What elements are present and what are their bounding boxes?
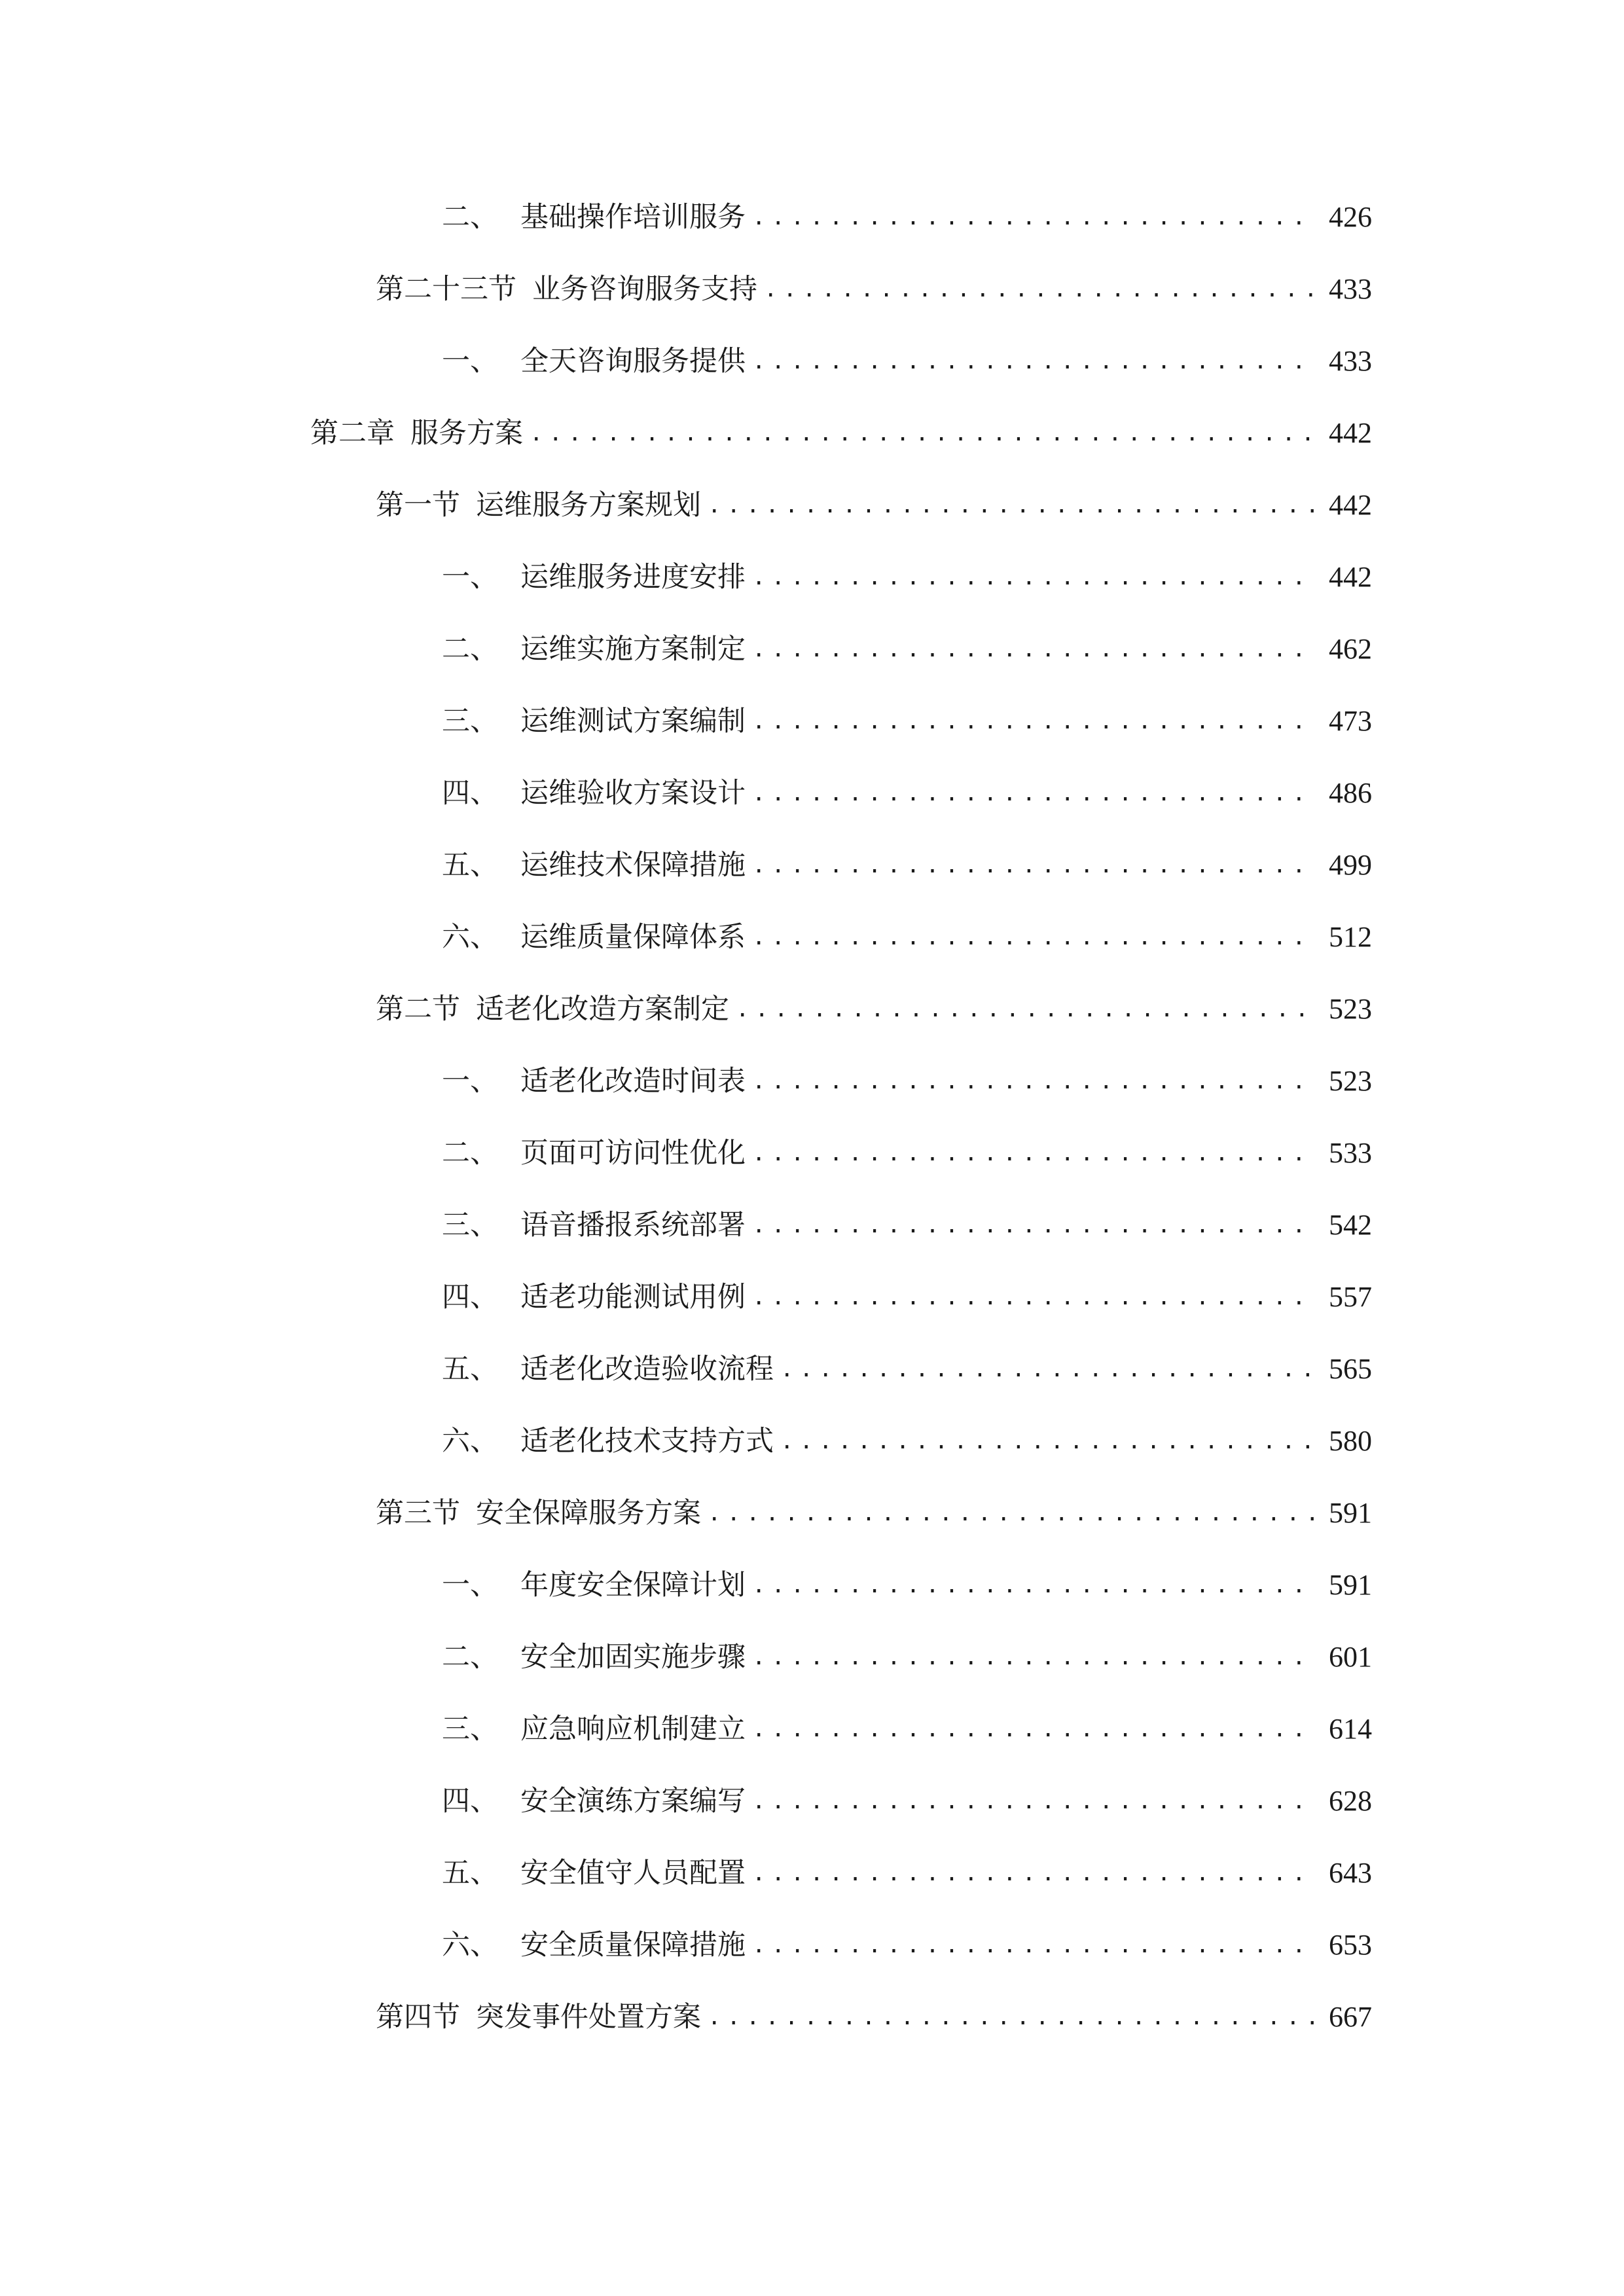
toc-entry-title: 安全演练方案编写 xyxy=(520,1785,746,1818)
toc-entry-title: 运维服务方案规划 xyxy=(476,489,701,522)
toc-entry[interactable] xyxy=(442,194,1372,240)
toc-entry[interactable] xyxy=(442,698,1372,744)
toc-entry[interactable] xyxy=(442,626,1372,672)
toc-entry-page: 442 xyxy=(1329,417,1372,449)
toc-entry-number: 一、 xyxy=(442,345,498,378)
toc-entry-page: 667 xyxy=(1329,2001,1372,2033)
toc-dot-leader xyxy=(752,842,1314,888)
toc-entry-page: 426 xyxy=(1329,201,1372,233)
toc-entry[interactable] xyxy=(376,1490,1372,1536)
toc-entry-number: 六、 xyxy=(442,1929,498,1962)
toc-entry[interactable] xyxy=(442,1634,1372,1680)
toc-entry-title: 运维验收方案设计 xyxy=(520,777,746,810)
toc-dot-leader xyxy=(752,698,1314,744)
toc-dot-leader xyxy=(530,410,1314,456)
toc-entry-number: 五、 xyxy=(442,1353,498,1386)
toc-entry-number: 一、 xyxy=(442,1569,498,1602)
toc-entry-page: 523 xyxy=(1329,1065,1372,1097)
toc-entry-title: 业务咨询服务支持 xyxy=(532,273,757,306)
toc-entry-title: 安全加固实施步骤 xyxy=(520,1641,746,1674)
toc-entry[interactable] xyxy=(310,410,1372,456)
toc-entry-page: 499 xyxy=(1329,849,1372,881)
toc-entry-title: 安全质量保障措施 xyxy=(520,1929,746,1962)
toc-entry-title: 应急响应机制建立 xyxy=(520,1713,746,1746)
toc-entry-title: 适老化技术支持方式 xyxy=(520,1425,774,1458)
toc-entry-page: 433 xyxy=(1329,273,1372,305)
toc-entry-number: 第二节 xyxy=(376,993,460,1026)
toc-entry-page: 601 xyxy=(1329,1641,1372,1673)
toc-entry-number: 第二十三节 xyxy=(376,273,516,306)
toc-entry-page: 542 xyxy=(1329,1209,1372,1241)
toc-entry-page: 433 xyxy=(1329,345,1372,377)
toc-entry-page: 523 xyxy=(1329,993,1372,1025)
toc-dot-leader xyxy=(752,914,1314,960)
toc-entry-page: 486 xyxy=(1329,777,1372,809)
toc-dot-leader xyxy=(752,770,1314,816)
toc-entry-number: 二、 xyxy=(442,633,498,666)
toc-entry-page: 565 xyxy=(1329,1353,1372,1385)
toc-entry-page: 643 xyxy=(1329,1857,1372,1889)
toc-entry-title: 适老功能测试用例 xyxy=(520,1281,746,1314)
toc-dot-leader xyxy=(764,266,1314,312)
toc-dot-leader xyxy=(736,986,1314,1032)
toc-dot-leader xyxy=(752,194,1314,240)
toc-entry-number: 六、 xyxy=(442,921,498,954)
toc-entry[interactable] xyxy=(442,1922,1372,1968)
toc-dot-leader xyxy=(752,338,1314,384)
toc-entry[interactable] xyxy=(442,1130,1372,1176)
toc-entry-title: 运维实施方案制定 xyxy=(520,633,746,666)
toc-entry[interactable] xyxy=(376,1994,1372,2040)
toc-entry-title: 适老化改造时间表 xyxy=(520,1065,746,1098)
toc-entry-title: 语音播报系统部署 xyxy=(520,1209,746,1242)
toc-dot-leader xyxy=(780,1346,1314,1392)
toc-entry-number: 三、 xyxy=(442,705,498,738)
toc-entry-title: 适老化改造方案制定 xyxy=(476,993,729,1026)
toc-dot-leader xyxy=(708,1490,1314,1536)
toc-entry-number: 四、 xyxy=(442,777,498,810)
toc-dot-leader xyxy=(752,1706,1314,1752)
toc-entry-number: 五、 xyxy=(442,1857,498,1890)
toc-entry-number: 第一节 xyxy=(376,489,460,522)
toc-entry-number: 一、 xyxy=(442,1065,498,1098)
toc-entry-number: 四、 xyxy=(442,1785,498,1818)
toc-entry-title: 页面可访问性优化 xyxy=(520,1137,746,1170)
toc-entry-page: 442 xyxy=(1329,489,1372,521)
toc-dot-leader xyxy=(752,1562,1314,1608)
toc-entry-title: 服务方案 xyxy=(410,417,523,450)
toc-entry-number: 四、 xyxy=(442,1281,498,1314)
toc-entry[interactable] xyxy=(442,1346,1372,1392)
toc-entry-title: 安全保障服务方案 xyxy=(476,1497,701,1530)
toc-entry-title: 突发事件处置方案 xyxy=(476,2001,701,2034)
toc-entry-title: 安全值守人员配置 xyxy=(520,1857,746,1890)
toc-entry[interactable] xyxy=(442,1058,1372,1104)
toc-entry-page: 653 xyxy=(1329,1929,1372,1961)
toc-entry-page: 591 xyxy=(1329,1497,1372,1529)
toc-entry[interactable] xyxy=(442,1418,1372,1464)
toc-entry-page: 462 xyxy=(1329,633,1372,665)
toc-dot-leader xyxy=(752,1274,1314,1320)
toc-dot-leader xyxy=(752,1058,1314,1104)
toc-dot-leader xyxy=(752,554,1314,600)
toc-entry-title: 运维技术保障措施 xyxy=(520,849,746,882)
toc-dot-leader xyxy=(752,1634,1314,1680)
toc-entry-title: 运维测试方案编制 xyxy=(520,705,746,738)
toc-entry-number: 三、 xyxy=(442,1209,498,1242)
toc-entry-title: 年度安全保障计划 xyxy=(520,1569,746,1602)
toc-entry[interactable] xyxy=(442,1778,1372,1824)
toc-entry-page: 628 xyxy=(1329,1785,1372,1817)
toc-dot-leader xyxy=(708,482,1314,528)
toc-entry[interactable] xyxy=(442,842,1372,888)
toc-entry-title: 适老化改造验收流程 xyxy=(520,1353,774,1386)
toc-entry-number: 六、 xyxy=(442,1425,498,1458)
toc-entry-title: 全天咨询服务提供 xyxy=(520,345,746,378)
toc-entry-page: 591 xyxy=(1329,1569,1372,1601)
toc-entry-number: 第三节 xyxy=(376,1497,460,1530)
toc-entry[interactable] xyxy=(376,482,1372,528)
toc-entry-title: 基础操作培训服务 xyxy=(520,201,746,234)
toc-entry-title: 运维质量保障体系 xyxy=(520,921,746,954)
toc-entry-number: 二、 xyxy=(442,1641,498,1674)
toc-entry[interactable] xyxy=(442,554,1372,600)
toc-entry-page: 533 xyxy=(1329,1137,1372,1169)
toc-entry[interactable] xyxy=(442,338,1372,384)
toc-entry-page: 512 xyxy=(1329,921,1372,953)
toc-entry-page: 580 xyxy=(1329,1425,1372,1457)
toc-entry-title: 运维服务进度安排 xyxy=(520,561,746,594)
toc-entry-number: 三、 xyxy=(442,1713,498,1746)
toc-entry-number: 第二章 xyxy=(310,417,395,450)
toc-entry[interactable] xyxy=(442,770,1372,816)
toc-entry-page: 442 xyxy=(1329,561,1372,593)
toc-entry-number: 一、 xyxy=(442,561,498,594)
toc-entry[interactable] xyxy=(442,1274,1372,1320)
toc-entry[interactable] xyxy=(376,986,1372,1032)
toc-entry[interactable] xyxy=(442,1202,1372,1248)
toc-dot-leader xyxy=(780,1418,1314,1464)
toc-entry-page: 473 xyxy=(1329,705,1372,737)
toc-dot-leader xyxy=(708,1994,1314,2040)
toc-dot-leader xyxy=(752,1850,1314,1896)
toc-entry[interactable] xyxy=(442,1562,1372,1608)
toc-entry-number: 二、 xyxy=(442,1137,498,1170)
toc-entry[interactable] xyxy=(442,1706,1372,1752)
toc-entry-page: 557 xyxy=(1329,1281,1372,1313)
toc-dot-leader xyxy=(752,1202,1314,1248)
toc-entry[interactable] xyxy=(376,266,1372,312)
toc-entry-number: 二、 xyxy=(442,201,498,234)
toc-entry[interactable] xyxy=(442,1850,1372,1896)
toc-dot-leader xyxy=(752,1922,1314,1968)
toc-entry[interactable] xyxy=(442,914,1372,960)
toc-entry-page: 614 xyxy=(1329,1713,1372,1745)
toc-dot-leader xyxy=(752,1778,1314,1824)
toc-entry-number: 第四节 xyxy=(376,2001,460,2034)
toc-dot-leader xyxy=(752,1130,1314,1176)
toc-entry-number: 五、 xyxy=(442,849,498,882)
toc-dot-leader xyxy=(752,626,1314,672)
